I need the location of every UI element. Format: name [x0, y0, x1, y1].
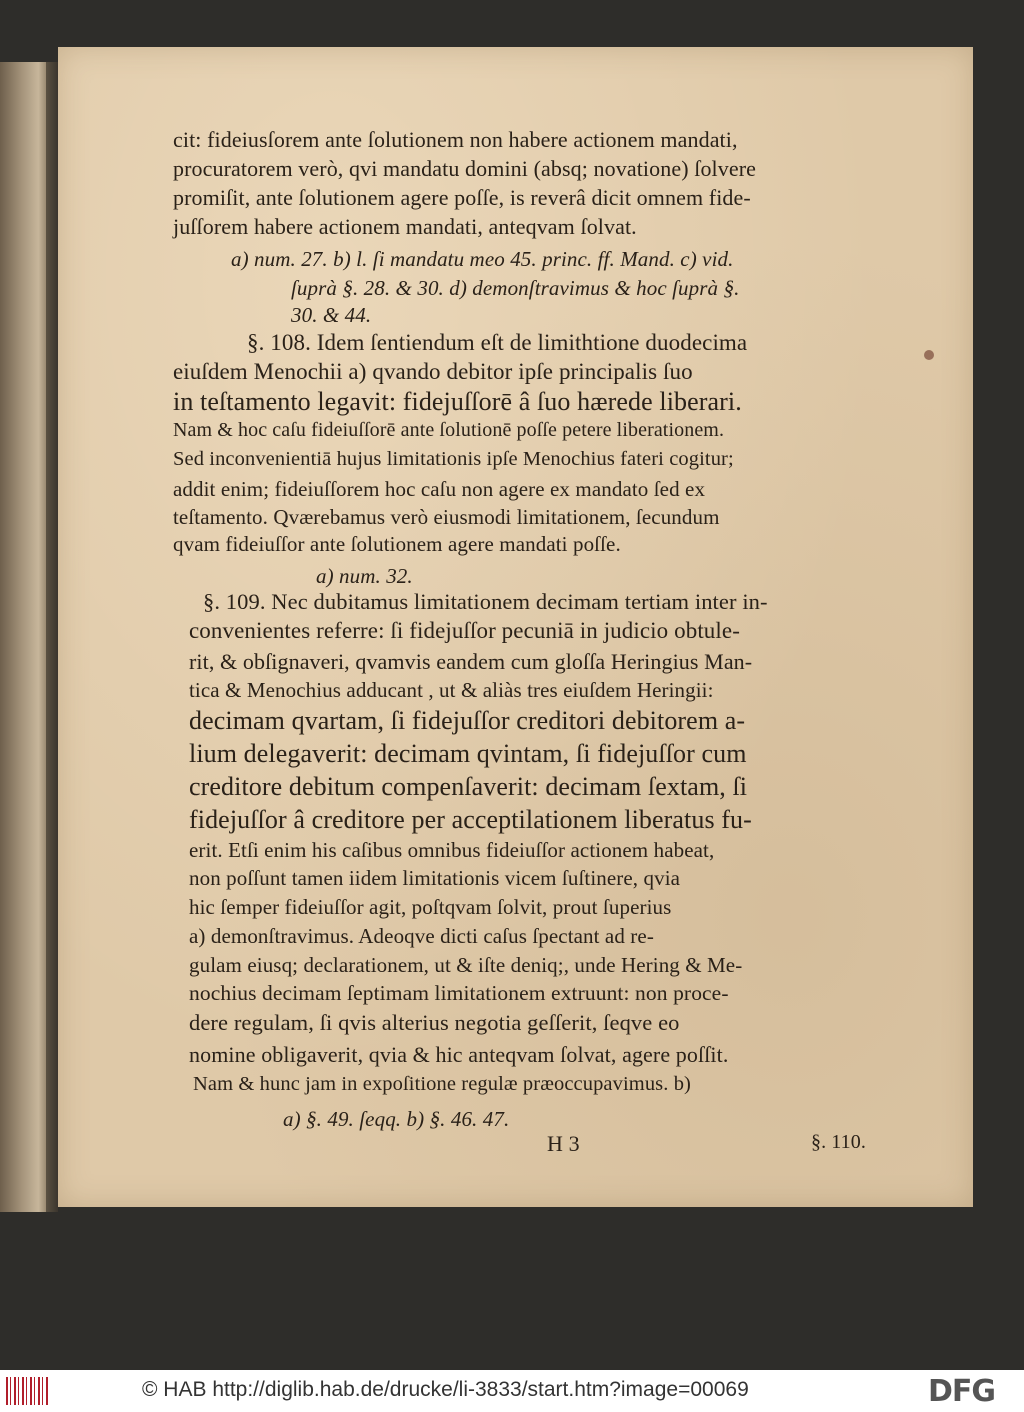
- footnote-line: a) §. 49. ſeqq. b) §. 46. 47.: [283, 1107, 510, 1131]
- text-line: Sed inconvenientiā hujus limitationis ipſe Menochius fateri cogitur;: [173, 448, 734, 470]
- text-line: teſtamento. Qværebamus verò eiusmodi limitationem, ſecundum: [173, 505, 720, 529]
- text-line: nochius decimam ſeptimam limitationem extruunt: non proce-: [189, 981, 729, 1005]
- book-page: [58, 47, 973, 1207]
- copyright-link[interactable]: © HAB http://diglib.hab.de/drucke/li-3833/start.htm?image=00069: [142, 1378, 749, 1401]
- footnote-line: 30. & 44.: [291, 303, 372, 327]
- text-line: decimam qvartam, ſi fidejuſſor creditori debitorem a-: [189, 706, 746, 735]
- text-line: procuratorem verò, qvi mandatu domini (absq; novatione) ſolvere: [173, 156, 757, 181]
- text-line: nomine obligaverit, qvia & hic anteqvam ſolvat, agere poſſit.: [189, 1042, 729, 1067]
- text-line: promiſit, ante ſolutionem agere poſſe, is reverâ dicit omnem fide-: [173, 185, 751, 210]
- text-line: addit enim; fideiuſſorem hoc caſu non agere ex mandato ſed ex: [173, 477, 706, 501]
- viewer-footer: [0, 1370, 1024, 1412]
- catchword: §. 110.: [811, 1131, 866, 1153]
- text-line: non poſſunt tamen iidem limitationis vicem ſuſtinere, qvia: [189, 866, 681, 890]
- text-line: qvam fideiuſſor ante ſolutionem agere mandati poſſe.: [173, 532, 621, 556]
- paper-stain: [924, 350, 934, 360]
- text-line: in teſtamento legavit: fidejuſſorē â ſuo hærede liberari.: [173, 387, 742, 416]
- text-line: dere regulam, ſi qvis alterius negotia geſſerit, ſeqve eo: [189, 1010, 680, 1035]
- text-line: cit: fideiusſorem ante ſolutionem non habere actionem mandati,: [173, 127, 738, 152]
- footnote-line: a) num. 32.: [316, 564, 413, 588]
- text-line: hic ſemper fideiuſſor agit, poſtqvam ſolvit, prout ſuperius: [189, 895, 672, 919]
- dfg-logo: DFG: [928, 1374, 996, 1409]
- text-line: erit. Etſi enim his caſibus omnibus fideiuſſor actionem habeat,: [189, 838, 715, 862]
- facing-page-edge: [0, 62, 48, 1212]
- book-gutter: [46, 62, 58, 1212]
- barcode-icon: [6, 1377, 48, 1405]
- text-line: convenientes referre: ſi fidejuſſor pecuniā in judicio obtule-: [189, 618, 740, 643]
- text-line: Nam & hunc jam in expoſitione regulæ præoccupavimus. b): [193, 1073, 691, 1095]
- text-line: gulam eiusq; declarationem, ut & iſte deniq;, unde Hering & Me-: [189, 953, 743, 977]
- text-line: eiuſdem Menochii a) qvando debitor ipſe principalis ſuo: [173, 359, 693, 384]
- paragraph-start: §. 109. Nec dubitamus limitationem decimam tertiam inter in-: [203, 589, 768, 614]
- text-line: juſſorem habere actionem mandati, anteqvam ſolvat.: [173, 214, 637, 239]
- footnote-line: ſuprà §. 28. & 30. d) demonſtravimus & hoc ſuprà §.: [291, 276, 740, 300]
- signature-mark: H 3: [547, 1131, 580, 1156]
- paragraph-start: §. 108. Idem ſentiendum eſt de limithtione duodecima: [247, 330, 748, 355]
- footnote-line: a) num. 27. b) l. ſi mandatu meo 45. princ. ff. Mand. c) vid.: [231, 247, 734, 271]
- text-line: fidejuſſor â creditore per acceptilationem liberatus fu-: [189, 805, 752, 834]
- text-line: Nam & hoc caſu fideiuſſorē ante ſolutionē poſſe petere liberationem.: [173, 419, 725, 441]
- text-line: rit, & obſignaveri, qvamvis eandem cum gloſſa Heringius Man-: [189, 649, 753, 674]
- text-line: lium delegaverit: decimam qvintam, ſi fidejuſſor cum: [189, 739, 747, 768]
- text-line: a) demonſtravimus. Adeoqve dicti caſus ſpectant ad re-: [189, 924, 654, 948]
- text-line: creditore debitum compenſaverit: decimam ſextam, ſi: [189, 772, 748, 801]
- text-line: tica & Menochius adducant , ut & aliàs tres eiuſdem Heringii:: [189, 678, 714, 702]
